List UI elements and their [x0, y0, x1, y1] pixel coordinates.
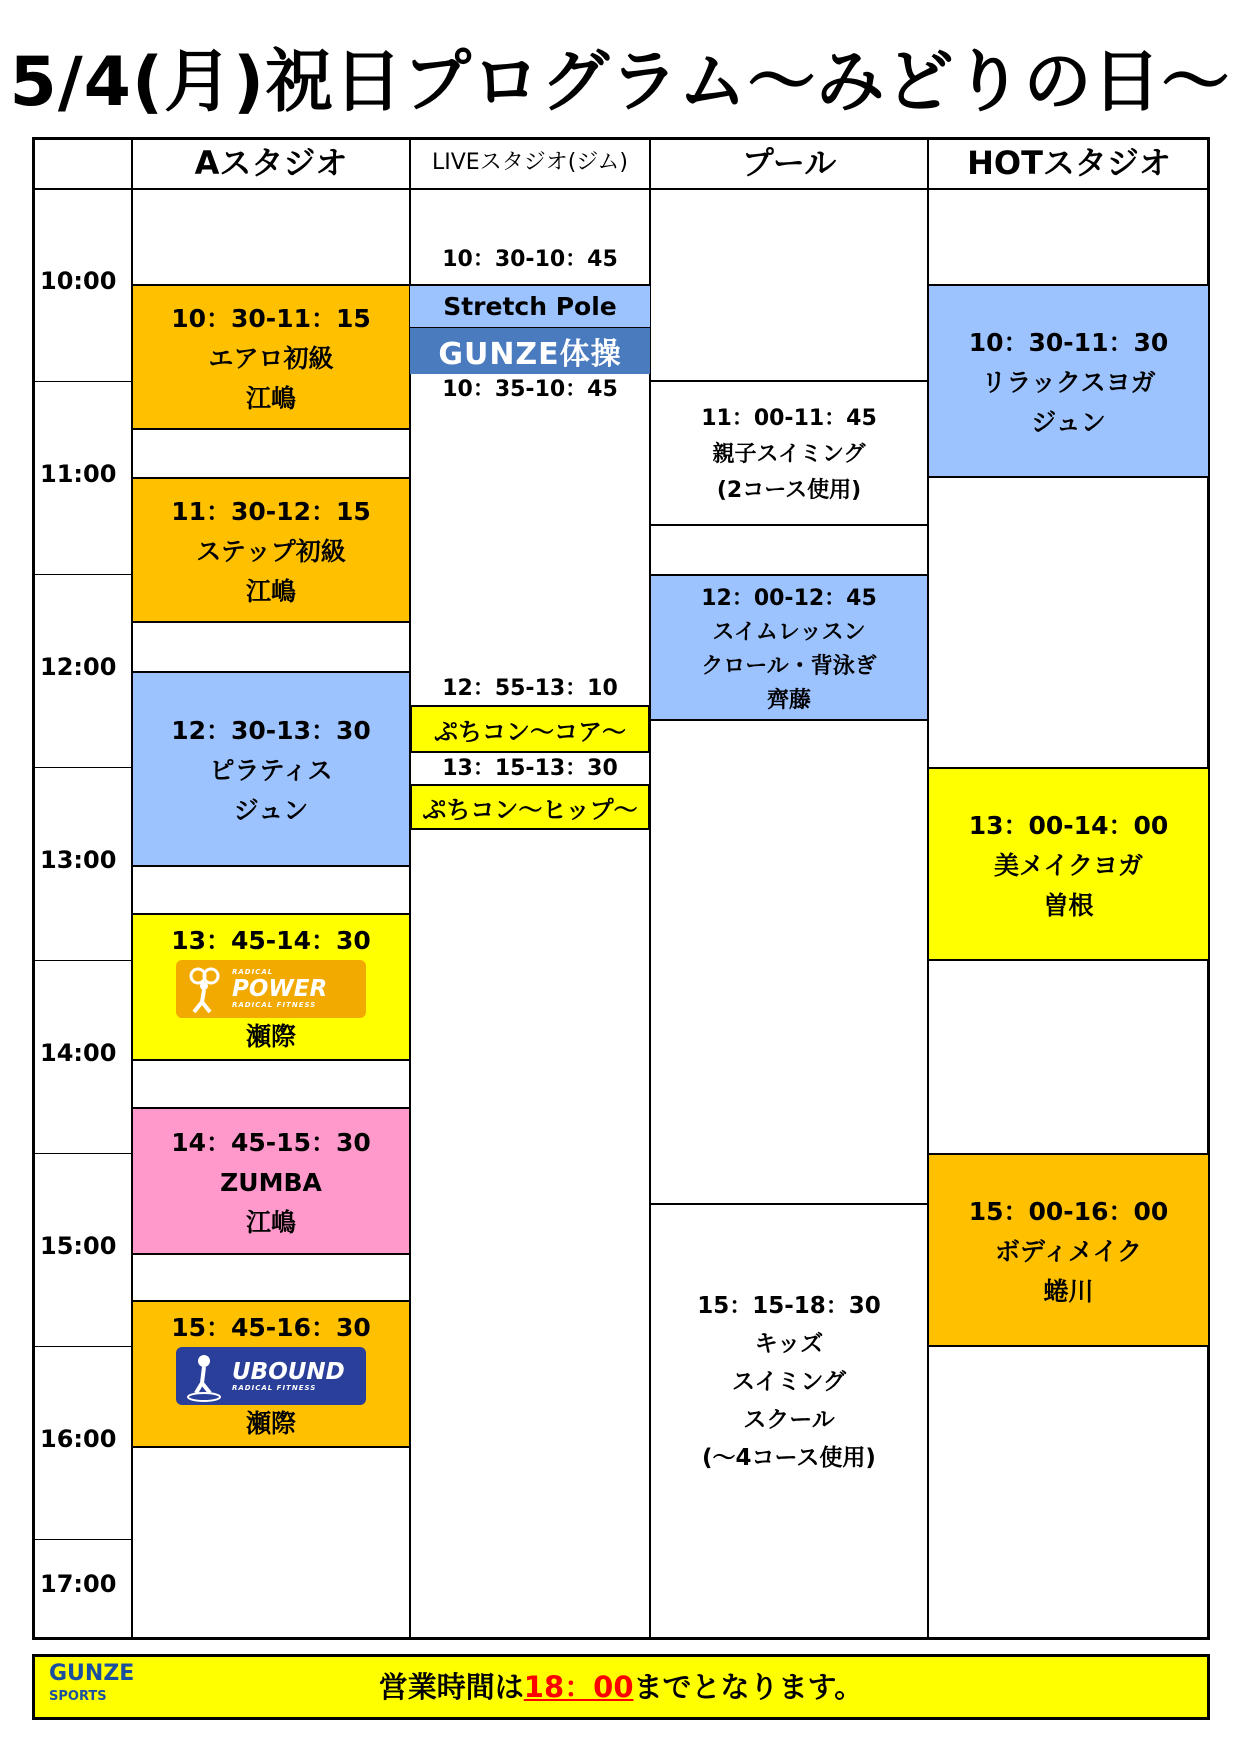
- class-time: 12：55-13：10: [442, 676, 618, 701]
- logo-line2: SPORTS: [49, 1689, 107, 1704]
- class-time: 12：30-13：30: [171, 716, 371, 745]
- class-block[interactable]: [131, 284, 411, 430]
- time-label: 16:00: [40, 1425, 117, 1453]
- page-title: 5/4(月)祝日プログラム～みどりの日～: [9, 43, 1231, 122]
- radical-ubound-logo: [176, 1347, 366, 1405]
- class-time: 10：35-10：45: [442, 377, 618, 402]
- class-block[interactable]: [410, 784, 650, 830]
- class-block[interactable]: [131, 1107, 411, 1255]
- header-live-studio: LIVEスタジオ(ジム): [432, 150, 628, 175]
- class-name: リラックスヨガ: [981, 368, 1156, 397]
- class-time: 11：30-12：15: [171, 497, 371, 526]
- class-instructor: 蜷川: [1043, 1277, 1094, 1306]
- class-instructor: 江嶋: [245, 1208, 296, 1237]
- notice-before: 営業時間は: [378, 1670, 524, 1704]
- class-instructor: ジュン: [1031, 408, 1106, 437]
- class-time: 13：15-13：30: [442, 756, 618, 781]
- class-name: ZUMBA: [220, 1168, 322, 1197]
- header-divider: [32, 188, 1210, 190]
- class-name: ぷちコン～ヒップ～: [422, 795, 638, 824]
- time-label: 17:00: [40, 1570, 117, 1598]
- business-hours-notice: [35, 1657, 1207, 1717]
- time-label: 11:00: [40, 460, 117, 488]
- class-name: 親子スイミング: [712, 442, 866, 467]
- class-time: 15：15-18：30: [697, 1293, 881, 1319]
- hour-line: [32, 767, 132, 768]
- hour-line: [32, 1346, 132, 1347]
- class-name: キッズ: [754, 1331, 824, 1357]
- time-label: 10:00: [40, 267, 117, 295]
- class-instructor: 瀬際: [245, 1022, 296, 1051]
- class-time: 12：00-12：45: [701, 585, 877, 611]
- class-block[interactable]: [131, 1300, 411, 1448]
- gunze-taiso-logo: [410, 328, 650, 374]
- class-block[interactable]: [131, 477, 411, 623]
- hour-line: [32, 381, 132, 382]
- class-time: 15：45-16：30: [171, 1313, 371, 1342]
- hour-line: [32, 574, 132, 575]
- class-time: 14：45-15：30: [171, 1128, 371, 1157]
- hour-line: [32, 960, 132, 961]
- class-block[interactable]: [131, 913, 411, 1061]
- class-name: 美メイクヨガ: [993, 851, 1143, 880]
- logo-sub-text: RADICAL FITNESS: [232, 1383, 317, 1392]
- class-block[interactable]: [410, 284, 650, 328]
- class-block[interactable]: [927, 284, 1210, 478]
- hour-line: [32, 1539, 132, 1540]
- class-block[interactable]: [649, 380, 929, 526]
- class-time: 10：30-11：15: [171, 304, 371, 333]
- class-name: ステップ初級: [196, 537, 346, 566]
- time-label: 14:00: [40, 1039, 117, 1067]
- class-instructor: 江嶋: [245, 384, 296, 413]
- class-block[interactable]: [927, 767, 1210, 961]
- schedule-grid: [32, 137, 1210, 1640]
- class-note: (～4コース使用): [702, 1445, 876, 1471]
- class-block[interactable]: [927, 1153, 1210, 1347]
- footer-banner: [32, 1654, 1210, 1720]
- class-time: 13：45-14：30: [171, 926, 371, 955]
- class-instructor: ジュン: [233, 796, 309, 825]
- logo-main-text: UBOUND: [232, 1358, 345, 1385]
- class-time: 10：30-10：45: [442, 247, 618, 272]
- time-label: 13:00: [40, 846, 117, 874]
- class-block[interactable]: [649, 1287, 929, 1477]
- notice-after: までとなります。: [633, 1670, 864, 1704]
- class-name: スクール: [743, 1407, 835, 1433]
- closing-time: 18：00: [523, 1670, 634, 1704]
- class-name: Stretch Pole: [443, 292, 617, 321]
- logo-line1: GUNZE: [49, 1661, 135, 1686]
- class-name: ぷちコン～コア～: [434, 717, 626, 746]
- class-instructor: 江嶋: [245, 577, 296, 606]
- class-note: (2コース使用): [716, 478, 862, 503]
- logo-top-text: RADICAL: [232, 968, 274, 976]
- class-time: 13：00-14：00: [968, 811, 1169, 840]
- class-name: スイムレッスン: [712, 619, 866, 645]
- radical-power-logo: [176, 960, 366, 1018]
- class-name: エアロ初級: [208, 344, 334, 373]
- class-instructor: 曽根: [1043, 891, 1094, 920]
- class-name: スイミング: [731, 1369, 847, 1395]
- pool-divider: [649, 1203, 929, 1205]
- class-time: 10：30-11：30: [968, 328, 1169, 357]
- class-time: 15：00-16：00: [968, 1197, 1169, 1226]
- class-name: ボディメイク: [994, 1237, 1142, 1266]
- class-instructor: 瀬際: [245, 1409, 296, 1438]
- time-label: 12:00: [40, 653, 117, 681]
- class-block[interactable]: [131, 671, 411, 867]
- jumper-icon: [176, 1349, 232, 1403]
- logo-text: GUNZE体操: [438, 337, 622, 372]
- class-time: 11：00-11：45: [701, 406, 877, 431]
- header-hot-studio: HOTスタジオ: [967, 144, 1171, 182]
- class-instructor: 齊藤: [766, 687, 811, 713]
- logo-main-text: POWER: [232, 976, 328, 1002]
- time-label: 15:00: [40, 1232, 117, 1260]
- logo-sub-text: RADICAL FITNESS: [232, 1001, 317, 1009]
- header-a-studio: Aスタジオ: [194, 144, 348, 182]
- class-block[interactable]: [410, 705, 650, 753]
- hour-line: [32, 1153, 132, 1154]
- class-name: ピラティス: [209, 756, 333, 785]
- weightlifter-icon: [176, 962, 232, 1016]
- header-pool: プール: [741, 144, 837, 182]
- class-detail: クロール・背泳ぎ: [701, 653, 877, 679]
- class-block[interactable]: [649, 574, 929, 721]
